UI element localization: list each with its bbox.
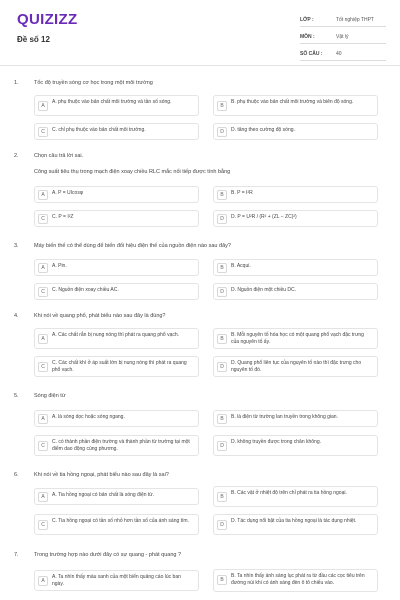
option-b[interactable] (213, 410, 378, 427)
question-text: Sóng điện từ (34, 393, 66, 399)
question-number: 2. (14, 153, 19, 159)
option-b[interactable] (213, 95, 378, 116)
option-letter: B (217, 190, 227, 200)
option-b[interactable] (213, 328, 378, 349)
option-letter: A (38, 101, 48, 111)
option-letter: D (217, 362, 227, 372)
option-text: D. Quang phổ liên tục của nguyên tố nào thì đặc trưng cho nguyên tố đó. (231, 360, 362, 373)
question-number: 5. (14, 393, 19, 399)
option-text: B. Acqui. (231, 263, 251, 269)
option-text: C. Nguồn điện xoay chiều AC. (52, 287, 119, 293)
option-text: A. Tia hồng ngoại có bản chất là sóng điện từ. (52, 492, 155, 498)
option-text: C. chỉ phụ thuộc vào bản chất môi trường. (52, 127, 146, 133)
option-b[interactable] (213, 486, 378, 507)
option-d[interactable] (213, 210, 378, 227)
option-text: C. P = I²Z (52, 214, 74, 220)
option-letter: D (217, 441, 227, 451)
option-letter: A (38, 190, 48, 200)
question-text: Máy biến thế có thể dùng để biến đổi hiệu điện thế của nguồn điện nào sau đây? (34, 243, 231, 249)
option-letter: D (217, 287, 227, 297)
option-d[interactable] (213, 514, 378, 535)
option-letter: C (38, 287, 48, 297)
option-letter: B (217, 263, 227, 273)
option-text: D. P = U²R / (R² + (ZL − ZC)²) (231, 214, 297, 220)
option-b[interactable] (213, 259, 378, 276)
option-text: B. Ta nhìn thấy ánh sáng lục phát ra từ đầu các cọc tiêu trên đường núi khi có ánh sáng đèn ô tô chiếu vào. (231, 573, 365, 586)
option-letter: D (217, 520, 227, 530)
meta-row-subject (300, 31, 386, 44)
option-c[interactable] (34, 435, 199, 456)
option-a[interactable] (34, 259, 199, 276)
option-c[interactable] (34, 514, 199, 535)
meta-info (300, 14, 386, 65)
question-subtext: Công suất tiêu thụ trong mạch điện xoay chiều RLC mắc nối tiếp được tính bằng (34, 169, 231, 175)
option-letter: A (38, 334, 48, 344)
option-a[interactable] (34, 328, 199, 349)
option-d[interactable] (213, 435, 378, 456)
option-text: B. P = I²R (231, 190, 253, 196)
option-text: A. P = UIcosφ (52, 190, 84, 196)
exam-title: Đề số 12 (17, 35, 50, 44)
option-text: A. là sóng dọc hoặc sóng ngang. (52, 414, 125, 420)
option-letter: C (38, 214, 48, 224)
question-text: Trong trường hợp nào dưới đây có sự quang - phát quang ? (34, 552, 182, 558)
option-letter: C (38, 127, 48, 137)
option-a[interactable] (34, 186, 199, 203)
meta-label: SỐ CÂU : (300, 51, 323, 57)
option-text: B. là điện từ trường lan truyền trong không gian. (231, 414, 338, 420)
option-a[interactable] (34, 95, 199, 116)
question-text: Tốc độ truyền sóng cơ học trong một môi trường (34, 80, 153, 86)
option-d[interactable] (213, 283, 378, 300)
option-a[interactable] (34, 570, 199, 591)
question-text: Khi nói về tia hồng ngoại, phát biểu nào sau đây là sai? (34, 472, 169, 478)
option-text: D. Nguồn điện một chiều DC. (231, 287, 297, 293)
question-number: 3. (14, 243, 19, 249)
option-text: C. có thành phần điện trường và thành phần từ trường tại một điểm dao động cùng phương. (52, 439, 190, 452)
option-letter: A (38, 492, 48, 502)
option-a[interactable] (34, 488, 199, 505)
option-text: D. tăng theo cường độ sóng. (231, 127, 295, 133)
question-number: 1. (14, 80, 19, 86)
option-letter: C (38, 441, 48, 451)
meta-value: 40 (336, 51, 342, 57)
option-c[interactable] (34, 123, 199, 140)
quizizz-logo: QUIZIZZ (17, 11, 78, 28)
question-text: Chọn câu trả lời sai. (34, 153, 84, 159)
option-b[interactable] (213, 186, 378, 203)
question-number: 7. (14, 552, 19, 558)
option-letter: B (217, 575, 227, 585)
option-letter: B (217, 492, 227, 502)
option-text: B. phụ thuộc vào bản chất môi trường và biên độ sóng. (231, 99, 354, 105)
option-text: A. Ta nhìn thấy màu xanh của một biển quảng cáo lúc ban ngày. (52, 574, 181, 587)
option-letter: D (217, 214, 227, 224)
header-divider (0, 65, 400, 66)
option-a[interactable] (34, 410, 199, 427)
meta-label: MÔN : (300, 34, 315, 40)
question-text: Khi nói về quang phổ, phát biểu nào sau đây là đúng? (34, 313, 166, 319)
option-b[interactable] (213, 569, 378, 592)
question-number: 4. (14, 313, 19, 319)
option-text: C. Tia hồng ngoại có tần số nhỏ hơn tần số của ánh sáng tím. (52, 518, 189, 524)
option-letter: A (38, 414, 48, 424)
option-c[interactable] (34, 210, 199, 227)
option-text: A. phụ thuộc vào bản chất môi trường và tần số sóng. (52, 99, 172, 105)
meta-label: LỚP : (300, 17, 314, 23)
option-text: D. Tác dụng nổi bật của tia hồng ngoại là tác dụng nhiệt. (231, 518, 357, 524)
option-text: A. Pin. (52, 263, 67, 269)
option-letter: A (38, 576, 48, 586)
option-letter: B (217, 334, 227, 344)
option-c[interactable] (34, 283, 199, 300)
option-text: B. Các vật ở nhiệt độ trên chỉ phát ra tia hồng ngoại. (231, 490, 347, 496)
option-text: B. Mỗi nguyên tố hóa học có một quang phổ vạch đặc trưng của nguyên tố ấy. (231, 332, 364, 345)
option-letter: C (38, 520, 48, 530)
option-text: D. không truyền được trong chân không. (231, 439, 322, 445)
option-letter: C (38, 362, 48, 372)
option-c[interactable] (34, 356, 199, 377)
option-text: A. Các chất rắn bị nung nóng thì phát ra quang phổ vạch. (52, 332, 180, 338)
worksheet-header (0, 0, 400, 62)
option-d[interactable] (213, 356, 378, 377)
option-d[interactable] (213, 123, 378, 140)
option-letter: A (38, 263, 48, 273)
meta-value: Tốt nghiệp THPT (336, 17, 374, 23)
meta-row-count (300, 48, 386, 61)
question-number: 6. (14, 472, 19, 478)
meta-value: Vật lý (336, 34, 349, 40)
option-letter: B (217, 414, 227, 424)
option-letter: B (217, 101, 227, 111)
option-text: C. Các chất khí ở áp suất lớn bị nung nóng thì phát ra quang phổ vạch. (52, 360, 187, 373)
meta-row-class (300, 14, 386, 27)
option-letter: D (217, 127, 227, 137)
